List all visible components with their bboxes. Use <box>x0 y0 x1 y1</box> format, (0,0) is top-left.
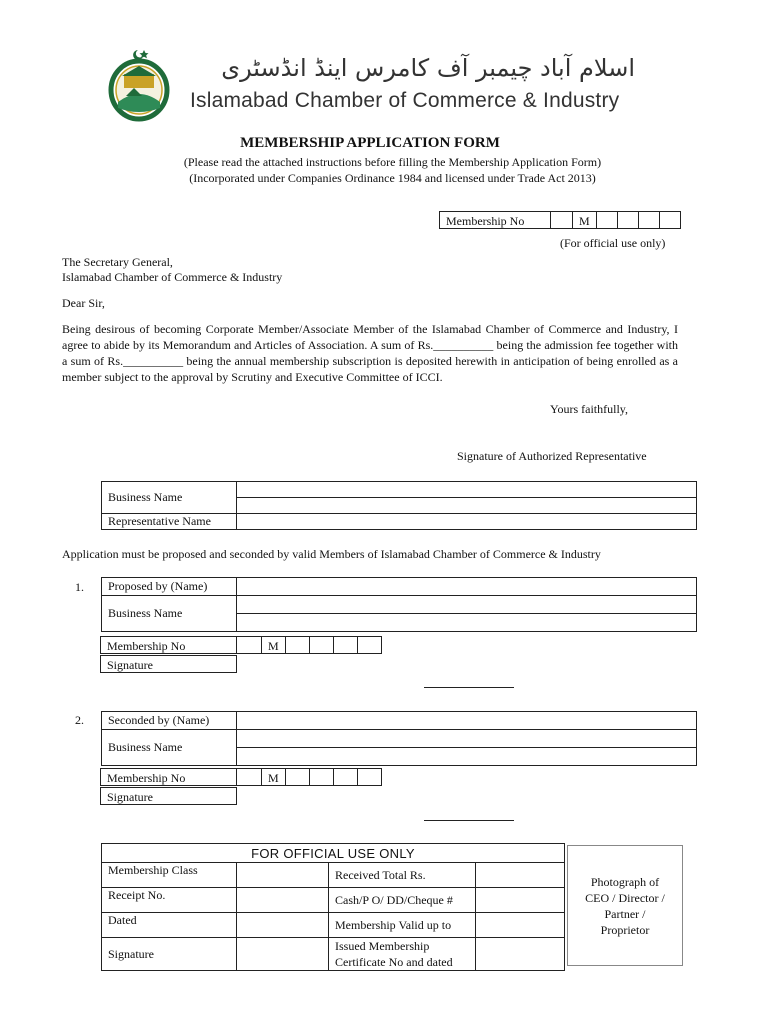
salutation: Dear Sir, <box>62 296 105 310</box>
business-name-label: Business Name <box>102 482 237 514</box>
membership-no-top <box>440 211 681 229</box>
photo-line1: Photograph of <box>590 874 660 889</box>
membership-box[interactable] <box>309 636 334 654</box>
certificate-field[interactable] <box>476 938 565 971</box>
seconder-membership-prefix: M <box>261 768 286 786</box>
membership-box[interactable] <box>333 768 358 786</box>
form-heading: MEMBERSHIP APPLICATION FORM <box>240 135 500 151</box>
membership-box[interactable] <box>357 636 382 654</box>
proposer-table <box>101 577 697 632</box>
applicant-table <box>101 481 697 530</box>
seconder-signature-row <box>101 787 237 805</box>
seconder-business-label: Business Name <box>102 730 237 766</box>
dated-label: Dated <box>102 913 237 938</box>
seconder-business-field[interactable] <box>237 730 697 748</box>
seconder-signature-label: Signature <box>100 787 237 805</box>
letter-body: Being desirous of becoming Corporate Member/Associate Member of the Islamabad Chamber of Commerce and Industry, I agree to abide by its Memorandum and Articles of Association. A sum of Rs.__________ being the admission fee together with a sum of Rs.__________ being the annual membership subscription is deposited herewith in anticipation of being enrolled as a member subject to the approval by Scrutiny and Executive Committee of ICCI. <box>62 322 678 384</box>
official-signature-label: Signature <box>102 938 237 971</box>
payment-mode-field[interactable] <box>476 888 565 913</box>
membership-class-label: Membership Class <box>102 863 237 888</box>
membership-class-field[interactable] <box>237 863 329 888</box>
payment-mode-label: Cash/P O/ DD/Cheque # <box>329 888 476 913</box>
membership-box[interactable] <box>659 211 681 229</box>
dated-field[interactable] <box>237 913 329 938</box>
official-title: FOR OFFICIAL USE ONLY <box>102 844 565 863</box>
membership-box[interactable] <box>285 636 310 654</box>
membership-prefix: M <box>572 211 597 229</box>
membership-box[interactable] <box>638 211 660 229</box>
membership-box[interactable] <box>236 768 262 786</box>
official-signature-field[interactable] <box>237 938 329 971</box>
seconder-number: 2. <box>75 713 84 727</box>
membership-box[interactable] <box>236 636 262 654</box>
membership-box[interactable] <box>357 768 382 786</box>
proposer-membership-row <box>101 636 382 654</box>
official-use-table <box>101 843 565 971</box>
proposer-signature-label: Signature <box>100 655 237 673</box>
closing: Yours faithfully, <box>550 402 629 416</box>
receipt-no-field[interactable] <box>237 888 329 913</box>
seconder-name-field[interactable] <box>237 712 697 730</box>
representative-name-label: Representative Name <box>102 514 237 530</box>
photograph-box[interactable] <box>567 845 683 966</box>
seconder-table <box>101 711 697 766</box>
seconder-name-label: Seconded by (Name) <box>102 712 237 730</box>
certificate-line1: Issued Membership <box>335 939 430 953</box>
business-name-field[interactable] <box>237 498 697 514</box>
proposer-business-field[interactable] <box>237 596 697 614</box>
membership-box[interactable] <box>285 768 310 786</box>
membership-box[interactable] <box>596 211 618 229</box>
membership-no-label: Membership No <box>439 211 551 229</box>
icci-logo <box>104 46 174 122</box>
photo-line3: Partner / <box>604 906 646 921</box>
form-incorporation: (Incorporated under Companies Ordinance 1984 and licensed under Trade Act 2013) <box>189 171 596 185</box>
certificate-line2: Certificate No and dated <box>335 955 453 969</box>
photo-line4: Proprietor <box>600 922 650 937</box>
proposer-name-field[interactable] <box>237 578 697 596</box>
seconder-membership-row <box>101 768 382 786</box>
certificate-label <box>329 938 476 971</box>
receipt-no-label: Receipt No. <box>102 888 237 913</box>
valid-up-to-field[interactable] <box>476 913 565 938</box>
proposer-number: 1. <box>75 580 84 594</box>
membership-box[interactable] <box>617 211 639 229</box>
proposer-name-label: Proposed by (Name) <box>102 578 237 596</box>
form-instructions: (Please read the attached instructions before filling the Membership Application Form) <box>183 155 602 169</box>
representative-name-field[interactable] <box>237 514 697 530</box>
proposer-membership-prefix: M <box>261 636 286 654</box>
membership-box[interactable] <box>333 636 358 654</box>
proposer-business-field[interactable] <box>237 614 697 632</box>
proposer-signature-row <box>101 655 237 673</box>
urdu-title: اسلام آباد چیمبر آف کامرس اینڈ انڈسٹری <box>221 54 635 82</box>
signature-label: Signature of Authorized Representative <box>457 449 647 463</box>
seconder-business-field[interactable] <box>237 748 697 766</box>
proposer-signature-line <box>424 687 514 688</box>
address-line2: Islamabad Chamber of Commerce & Industry <box>62 270 283 284</box>
address-line1: The Secretary General, <box>62 255 173 269</box>
proposal-note: Application must be proposed and seconded by valid Members of Islamabad Chamber of Commerce & Industry <box>62 547 601 561</box>
chamber-title: Islamabad Chamber of Commerce & Industry <box>190 89 620 112</box>
photo-line2: CEO / Director / <box>585 890 665 905</box>
proposer-business-label: Business Name <box>102 596 237 632</box>
received-total-field[interactable] <box>476 863 565 888</box>
proposer-membership-label: Membership No <box>100 636 237 654</box>
seconder-membership-label: Membership No <box>100 768 237 786</box>
official-use-note: (For official use only) <box>560 236 666 250</box>
valid-up-to-label: Membership Valid up to <box>329 913 476 938</box>
business-name-field[interactable] <box>237 482 697 498</box>
received-total-label: Received Total Rs. <box>329 863 476 888</box>
membership-box[interactable] <box>550 211 573 229</box>
seconder-signature-line <box>424 820 514 821</box>
membership-box[interactable] <box>309 768 334 786</box>
